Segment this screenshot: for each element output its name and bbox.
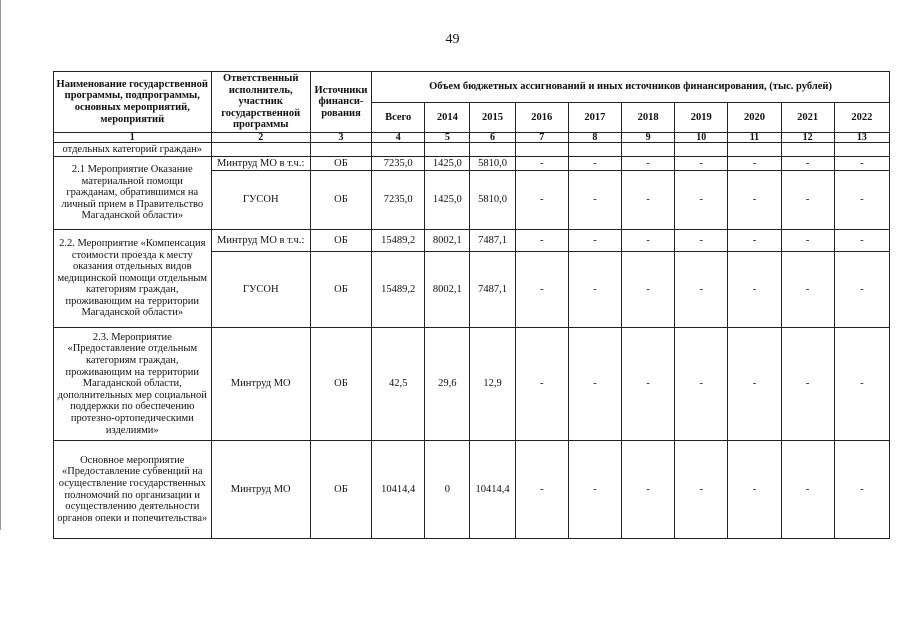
continuation-text: отдельных категорий граждан» [54, 143, 212, 157]
cell-value: - [834, 157, 889, 171]
row-source: ОБ [310, 171, 371, 230]
column-number: 6 [470, 133, 515, 143]
cell-value: - [728, 230, 781, 252]
cell-value: - [621, 252, 674, 328]
header-year-2014: 2014 [425, 103, 470, 133]
cell-value: - [781, 171, 834, 230]
cell-value: 15489,2 [372, 230, 425, 252]
cell-value: - [728, 157, 781, 171]
cell-value: 8002,1 [425, 230, 470, 252]
cell-value: - [568, 441, 621, 539]
budget-table [53, 71, 890, 539]
cell-value: - [515, 328, 568, 441]
row-source: ОБ [310, 328, 371, 441]
cell-value: - [568, 252, 621, 328]
cell-value: 7487,1 [470, 230, 515, 252]
header-year-2017: 2017 [568, 103, 621, 133]
cell-value: - [728, 171, 781, 230]
row-executor: Минтруд МО [211, 328, 310, 441]
cell-value: - [781, 328, 834, 441]
column-number: 9 [621, 133, 674, 143]
cell-value: - [781, 230, 834, 252]
cell-value: - [675, 230, 728, 252]
header-year-2020: 2020 [728, 103, 781, 133]
cell-value: - [621, 171, 674, 230]
header-year-2019: 2019 [675, 103, 728, 133]
cell-value: - [568, 230, 621, 252]
row-source: ОБ [310, 441, 371, 539]
cell-value: - [515, 441, 568, 539]
cell-value: - [834, 441, 889, 539]
column-number: 10 [675, 133, 728, 143]
cell-value: - [675, 441, 728, 539]
column-number: 13 [834, 133, 889, 143]
header-name-column: Наименование государственной программы, подпрограммы, основных мероприятий, мероприятий [54, 72, 212, 133]
row-name-main-activity: Основное мероприятие «Предоставление субвенций на осуществление государственных полномочий по организации и осуществлению деятельности органов опеки и попечительства» [54, 441, 212, 539]
cell-value: 15489,2 [372, 252, 425, 328]
column-number: 7 [515, 133, 568, 143]
row-name-2-2: 2.2. Мероприятие «Компенсация стоимости проезда к месту оказания отдельных видов медицинской помощи отдельным категориям граждан, проживающим на территории Магаданской области» [54, 230, 212, 328]
cell-value: - [515, 171, 568, 230]
cell-value: - [834, 328, 889, 441]
row-source: ОБ [310, 252, 371, 328]
column-number: 8 [568, 133, 621, 143]
column-number: 11 [728, 133, 781, 143]
cell-value: - [675, 328, 728, 441]
row-source: ОБ [310, 157, 371, 171]
cell-value: - [621, 230, 674, 252]
cell-value: - [675, 171, 728, 230]
page-edge-line [0, 0, 1, 530]
column-number: 12 [781, 133, 834, 143]
cell-value: - [621, 328, 674, 441]
row-name-2-3: 2.3. Мероприятие «Предоставление отдельным категориям граждан, проживающим на территории Магаданской области, дополнительных мер социальной поддержки по обеспечению протезно-ортопедическими изделиями» [54, 328, 212, 441]
column-number: 2 [211, 133, 310, 143]
header-year-2015: 2015 [470, 103, 515, 133]
header-funding-group: Объем бюджетных ассигнований и иных источников финансирования, (тыс. рублей) [372, 72, 890, 103]
cell-value: - [834, 252, 889, 328]
header-year-2022: 2022 [834, 103, 889, 133]
cell-value: 1425,0 [425, 171, 470, 230]
cell-value: 7235,0 [372, 171, 425, 230]
cell-value: 42,5 [372, 328, 425, 441]
cell-value: 10414,4 [470, 441, 515, 539]
row-executor: Минтруд МО [211, 441, 310, 539]
header-source-column: Источники финанси-рования [310, 72, 371, 133]
cell-value: - [675, 252, 728, 328]
cell-value: - [728, 252, 781, 328]
column-number: 4 [372, 133, 425, 143]
header-year-2018: 2018 [621, 103, 674, 133]
header-year-2021: 2021 [781, 103, 834, 133]
cell-value: - [568, 328, 621, 441]
header-year-2016: 2016 [515, 103, 568, 133]
cell-value: - [728, 328, 781, 441]
cell-value: 12,9 [470, 328, 515, 441]
column-number: 3 [310, 133, 371, 143]
cell-value: - [728, 441, 781, 539]
column-number: 5 [425, 133, 470, 143]
cell-value: - [781, 157, 834, 171]
cell-value: 7235,0 [372, 157, 425, 171]
cell-value: 5810,0 [470, 157, 515, 171]
row-executor: Минтруд МО в т.ч.: [211, 230, 310, 252]
cell-value: - [621, 441, 674, 539]
row-executor: Минтруд МО в т.ч.: [211, 157, 310, 171]
cell-value: - [834, 171, 889, 230]
cell-value: - [568, 171, 621, 230]
cell-value: - [568, 157, 621, 171]
cell-value: 5810,0 [470, 171, 515, 230]
cell-value: - [675, 157, 728, 171]
cell-value: - [515, 252, 568, 328]
header-year-total: Всего [372, 103, 425, 133]
cell-value: - [621, 157, 674, 171]
cell-value: 1425,0 [425, 157, 470, 171]
cell-value: 29,6 [425, 328, 470, 441]
page-number: 49 [445, 32, 460, 47]
cell-value: - [834, 230, 889, 252]
cell-value: 10414,4 [372, 441, 425, 539]
row-executor: ГУСОН [211, 171, 310, 230]
row-name-2-1: 2.1 Мероприятие Оказание материальной помощи гражданам, обратившимся на личный прием в Правительство Магаданской области» [54, 157, 212, 230]
cell-value: - [515, 230, 568, 252]
cell-value: - [515, 157, 568, 171]
cell-value: - [781, 441, 834, 539]
cell-value: 7487,1 [470, 252, 515, 328]
header-executor-column: Ответственный исполнитель, участник государственной программы [211, 72, 310, 133]
cell-value: - [781, 252, 834, 328]
row-executor: ГУСОН [211, 252, 310, 328]
cell-value: 8002,1 [425, 252, 470, 328]
cell-value: 0 [425, 441, 470, 539]
row-source: ОБ [310, 230, 371, 252]
column-number: 1 [54, 133, 212, 143]
